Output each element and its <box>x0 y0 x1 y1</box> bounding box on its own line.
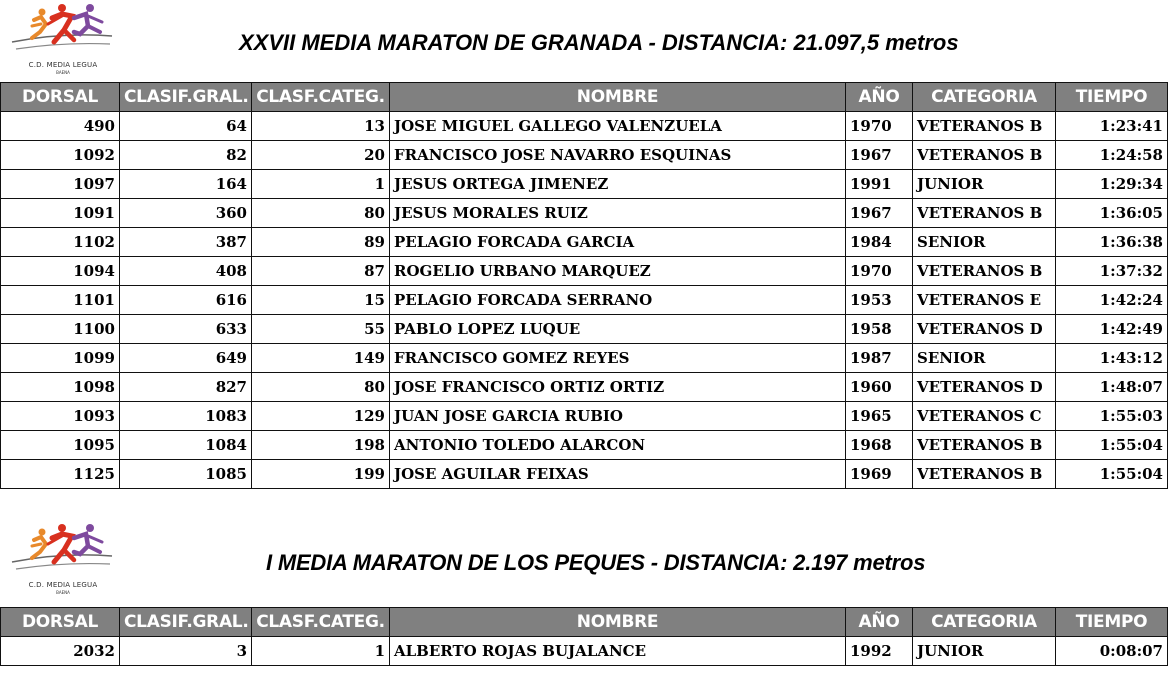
club-logo <box>8 2 118 75</box>
clasf-categ-cell: 80 <box>252 373 390 402</box>
nombre-cell: FRANCISCO GOMEZ REYES <box>390 344 846 373</box>
table-row <box>1 637 1168 666</box>
dorsal-cell: 1100 <box>1 315 120 344</box>
tiempo-cell: 1:55:04 <box>1056 460 1168 489</box>
clasif-gral-cell: 387 <box>120 228 252 257</box>
clasif-gral-cell: 616 <box>120 286 252 315</box>
table-row <box>1 170 1168 199</box>
column-header-tiempo[interactable]: TIEMPO <box>1056 83 1168 112</box>
categoria-cell: JUNIOR <box>913 637 1056 666</box>
table-row <box>1 141 1168 170</box>
clasf-categ-cell: 1 <box>252 170 390 199</box>
table-row <box>1 344 1168 373</box>
tiempo-cell: 1:43:12 <box>1056 344 1168 373</box>
dorsal-cell: 1125 <box>1 460 120 489</box>
race-title: XXVII MEDIA MARATON DE GRANADA - DISTANCIA: 21.097,5 metros <box>239 30 959 55</box>
nombre-cell: PELAGIO FORCADA SERRANO <box>390 286 846 315</box>
table-row <box>1 431 1168 460</box>
categoria-cell: VETERANOS D <box>913 315 1056 344</box>
anio-cell: 1992 <box>846 637 913 666</box>
tiempo-cell: 1:24:58 <box>1056 141 1168 170</box>
categoria-cell: VETERANOS B <box>913 141 1056 170</box>
dorsal-cell: 490 <box>1 112 120 141</box>
column-header-clasf-categ[interactable]: CLASF.CATEG. <box>252 608 390 637</box>
club-logo <box>8 522 118 595</box>
clasif-gral-cell: 408 <box>120 257 252 286</box>
clasf-categ-cell: 149 <box>252 344 390 373</box>
clasf-categ-cell: 20 <box>252 141 390 170</box>
anio-cell: 1987 <box>846 344 913 373</box>
clasf-categ-cell: 13 <box>252 112 390 141</box>
clasif-gral-cell: 649 <box>120 344 252 373</box>
categoria-cell: VETERANOS B <box>913 112 1056 141</box>
anio-cell: 1970 <box>846 257 913 286</box>
tiempo-cell: 0:08:07 <box>1056 637 1168 666</box>
column-header-nombre[interactable]: NOMBRE <box>390 83 846 112</box>
clasf-categ-cell: 199 <box>252 460 390 489</box>
clasf-categ-cell: 198 <box>252 431 390 460</box>
tiempo-cell: 1:48:07 <box>1056 373 1168 402</box>
dorsal-cell: 1094 <box>1 257 120 286</box>
anio-cell: 1958 <box>846 315 913 344</box>
column-header-clasif-gral[interactable]: CLASIF.GRAL. <box>120 608 252 637</box>
nombre-cell: FRANCISCO JOSE NAVARRO ESQUINAS <box>390 141 846 170</box>
categoria-cell: VETERANOS B <box>913 460 1056 489</box>
tiempo-cell: 1:37:32 <box>1056 257 1168 286</box>
club-town: BAENA <box>56 590 70 595</box>
nombre-cell: ALBERTO ROJAS BUJALANCE <box>390 637 846 666</box>
nombre-cell: ANTONIO TOLEDO ALARCON <box>390 431 846 460</box>
dorsal-cell: 1099 <box>1 344 120 373</box>
anio-cell: 1960 <box>846 373 913 402</box>
dorsal-cell: 1097 <box>1 170 120 199</box>
tiempo-cell: 1:36:05 <box>1056 199 1168 228</box>
club-town: BAENA <box>56 70 70 75</box>
column-header-anio[interactable]: AÑO <box>846 83 913 112</box>
table-row <box>1 402 1168 431</box>
tiempo-cell: 1:55:03 <box>1056 402 1168 431</box>
nombre-cell: JESUS MORALES RUIZ <box>390 199 846 228</box>
categoria-cell: VETERANOS B <box>913 431 1056 460</box>
categoria-cell: VETERANOS D <box>913 373 1056 402</box>
table-row <box>1 373 1168 402</box>
anio-cell: 1970 <box>846 112 913 141</box>
column-header-categoria[interactable]: CATEGORIA <box>913 608 1056 637</box>
table-row <box>1 228 1168 257</box>
dorsal-cell: 1095 <box>1 431 120 460</box>
club-name: C.D. MEDIA LEGUA <box>28 61 98 69</box>
anio-cell: 1984 <box>846 228 913 257</box>
table-header <box>1 608 1168 637</box>
clasif-gral-cell: 360 <box>120 199 252 228</box>
dorsal-cell: 1102 <box>1 228 120 257</box>
clasf-categ-cell: 87 <box>252 257 390 286</box>
dorsal-cell: 1098 <box>1 373 120 402</box>
categoria-cell: VETERANOS E <box>913 286 1056 315</box>
runners-icon <box>8 522 118 578</box>
column-header-dorsal[interactable]: DORSAL <box>1 83 120 112</box>
tiempo-cell: 1:36:38 <box>1056 228 1168 257</box>
clasif-gral-cell: 3 <box>120 637 252 666</box>
column-header-clasf-categ[interactable]: CLASF.CATEG. <box>252 83 390 112</box>
nombre-cell: PELAGIO FORCADA GARCIA <box>390 228 846 257</box>
categoria-cell: SENIOR <box>913 228 1056 257</box>
tiempo-cell: 1:55:04 <box>1056 431 1168 460</box>
dorsal-cell: 1101 <box>1 286 120 315</box>
dorsal-cell: 1091 <box>1 199 120 228</box>
anio-cell: 1967 <box>846 141 913 170</box>
tiempo-cell: 1:23:41 <box>1056 112 1168 141</box>
column-header-dorsal[interactable]: DORSAL <box>1 608 120 637</box>
nombre-cell: JESUS ORTEGA JIMENEZ <box>390 170 846 199</box>
column-header-nombre[interactable]: NOMBRE <box>390 608 846 637</box>
clasf-categ-cell: 55 <box>252 315 390 344</box>
clasif-gral-cell: 1083 <box>120 402 252 431</box>
tiempo-cell: 1:29:34 <box>1056 170 1168 199</box>
column-header-clasif-gral[interactable]: CLASIF.GRAL. <box>120 83 252 112</box>
clasf-categ-cell: 129 <box>252 402 390 431</box>
clasif-gral-cell: 82 <box>120 141 252 170</box>
table-row <box>1 315 1168 344</box>
nombre-cell: JOSE FRANCISCO ORTIZ ORTIZ <box>390 373 846 402</box>
nombre-cell: ROGELIO URBANO MARQUEZ <box>390 257 846 286</box>
anio-cell: 1991 <box>846 170 913 199</box>
clasif-gral-cell: 64 <box>120 112 252 141</box>
categoria-cell: VETERANOS B <box>913 257 1056 286</box>
table-row <box>1 460 1168 489</box>
clasf-categ-cell: 15 <box>252 286 390 315</box>
categoria-cell: SENIOR <box>913 344 1056 373</box>
anio-cell: 1965 <box>846 402 913 431</box>
anio-cell: 1953 <box>846 286 913 315</box>
column-header-categoria[interactable]: CATEGORIA <box>913 83 1056 112</box>
clasf-categ-cell: 89 <box>252 228 390 257</box>
clasif-gral-cell: 827 <box>120 373 252 402</box>
nombre-cell: JOSE AGUILAR FEIXAS <box>390 460 846 489</box>
categoria-cell: VETERANOS B <box>913 199 1056 228</box>
anio-cell: 1968 <box>846 431 913 460</box>
nombre-cell: PABLO LOPEZ LUQUE <box>390 315 846 344</box>
tiempo-cell: 1:42:49 <box>1056 315 1168 344</box>
dorsal-cell: 1093 <box>1 402 120 431</box>
results-table <box>0 607 1168 666</box>
clasif-gral-cell: 1085 <box>120 460 252 489</box>
clasif-gral-cell: 1084 <box>120 431 252 460</box>
nombre-cell: JUAN JOSE GARCIA RUBIO <box>390 402 846 431</box>
clasf-categ-cell: 80 <box>252 199 390 228</box>
anio-cell: 1969 <box>846 460 913 489</box>
anio-cell: 1967 <box>846 199 913 228</box>
clasf-categ-cell: 1 <box>252 637 390 666</box>
column-header-anio[interactable]: AÑO <box>846 608 913 637</box>
clasif-gral-cell: 164 <box>120 170 252 199</box>
table-row <box>1 199 1168 228</box>
race-title: I MEDIA MARATON DE LOS PEQUES - DISTANCIA: 2.197 metros <box>266 550 926 575</box>
column-header-tiempo[interactable]: TIEMPO <box>1056 608 1168 637</box>
categoria-cell: JUNIOR <box>913 170 1056 199</box>
table-row <box>1 112 1168 141</box>
dorsal-cell: 1092 <box>1 141 120 170</box>
dorsal-cell: 2032 <box>1 637 120 666</box>
tiempo-cell: 1:42:24 <box>1056 286 1168 315</box>
runners-icon <box>8 2 118 58</box>
table-header <box>1 83 1168 112</box>
table-row <box>1 257 1168 286</box>
club-name: C.D. MEDIA LEGUA <box>28 581 98 589</box>
nombre-cell: JOSE MIGUEL GALLEGO VALENZUELA <box>390 112 846 141</box>
categoria-cell: VETERANOS C <box>913 402 1056 431</box>
results-table <box>0 82 1168 489</box>
table-row <box>1 286 1168 315</box>
clasif-gral-cell: 633 <box>120 315 252 344</box>
